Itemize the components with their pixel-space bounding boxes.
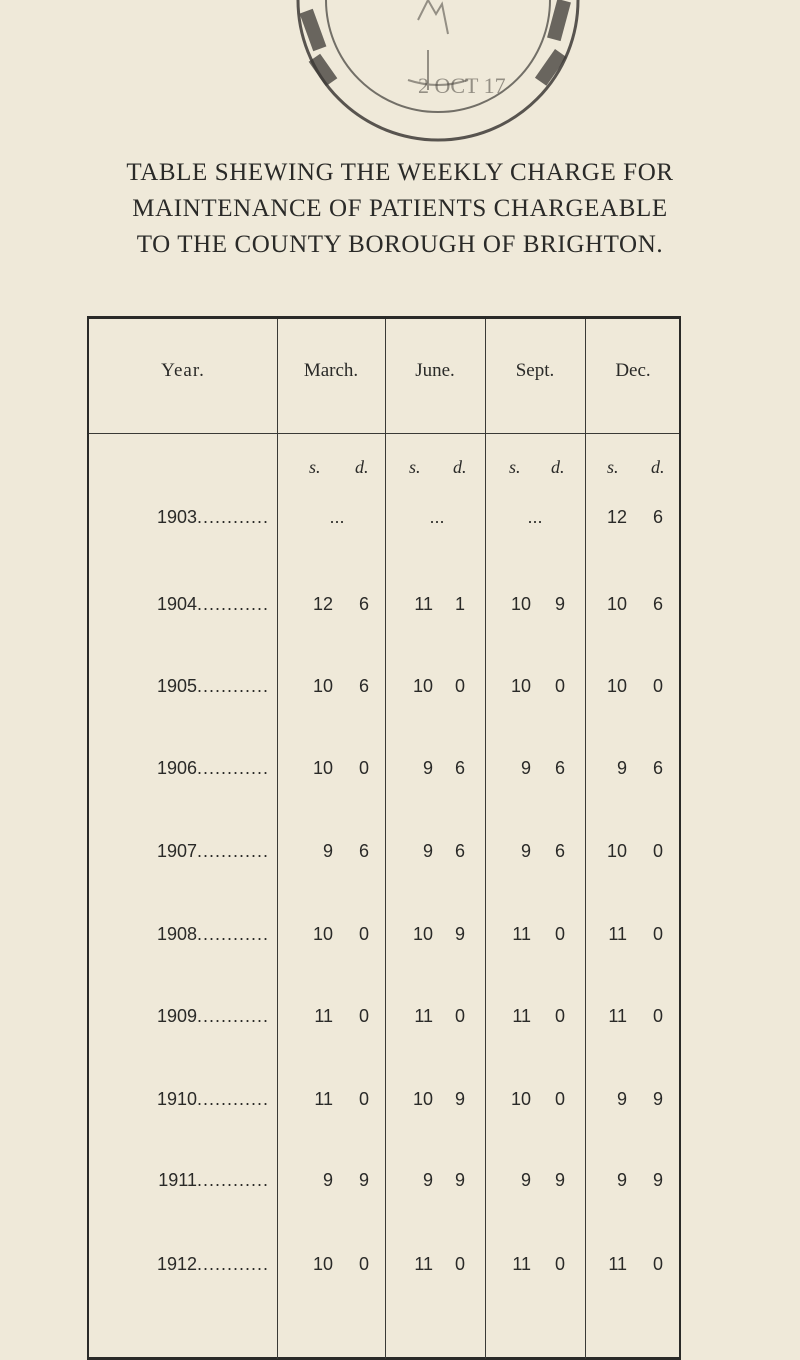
header-sept: Sept.	[515, 360, 555, 381]
pence-value: 6	[454, 841, 465, 861]
leader-dots: ............	[196, 1089, 269, 1109]
table-row	[89, 1001, 679, 1031]
shillings-value: 10	[312, 758, 333, 778]
table-row	[89, 502, 679, 532]
shillings-value: 11	[314, 1089, 333, 1109]
shillings-value: 10	[510, 1089, 531, 1109]
weekly-charge-table	[87, 316, 681, 1360]
pence-value: 0	[652, 841, 663, 861]
pence-value: 1	[454, 594, 465, 614]
pence-value: 0	[652, 1006, 663, 1026]
shillings-value: 11	[314, 1006, 333, 1026]
shillings-value: 10	[412, 1089, 433, 1109]
pence-value: 6	[358, 594, 369, 614]
table-row	[89, 1084, 679, 1114]
pence-value: 6	[358, 676, 369, 696]
unit-pence: d.	[551, 457, 565, 477]
shillings-value: 9	[616, 1170, 627, 1190]
document-title	[30, 155, 770, 263]
pence-value: 9	[454, 1089, 465, 1109]
pence-value: 0	[358, 1089, 369, 1109]
shillings-value: 11	[414, 594, 433, 614]
shillings-value: 10	[510, 594, 531, 614]
shillings-value: 10	[606, 594, 627, 614]
pence-value: 0	[554, 924, 565, 944]
year-cell	[89, 1249, 269, 1279]
pence-value: 6	[652, 594, 663, 614]
pence-value: 9	[652, 1089, 663, 1109]
pence-value: 0	[454, 1006, 465, 1026]
pence-value: 0	[358, 1006, 369, 1026]
year-value: 1903	[156, 507, 197, 527]
table-row	[89, 836, 679, 866]
leader-dots: ............	[196, 924, 269, 944]
shillings-value: 11	[512, 1254, 531, 1274]
title-line-3: TO THE COUNTY BOROUGH OF BRIGHTON.	[136, 231, 664, 258]
pence-value: 0	[358, 924, 369, 944]
unit-pence: d.	[651, 457, 665, 477]
shillings-value: 10	[606, 841, 627, 861]
unavailable-marker: ...	[527, 507, 543, 527]
shillings-value: 9	[422, 841, 433, 861]
header-rule	[89, 433, 679, 434]
shillings-value: 10	[312, 1254, 333, 1274]
header-june: June.	[415, 360, 455, 381]
year-cell	[89, 671, 269, 701]
pence-value: 6	[554, 841, 565, 861]
shillings-value: 11	[608, 924, 627, 944]
year-cell	[89, 589, 269, 619]
year-value: 1910	[156, 1089, 197, 1109]
year-value: 1906	[156, 758, 197, 778]
pence-value: 6	[652, 507, 663, 527]
pence-value: 0	[358, 758, 369, 778]
leader-dots: ............	[196, 1170, 269, 1190]
shillings-value: 9	[616, 1089, 627, 1109]
shillings-value: 11	[512, 924, 531, 944]
pence-value: 0	[652, 1254, 663, 1274]
shillings-value: 9	[520, 758, 531, 778]
year-cell	[89, 836, 269, 866]
pence-value: 0	[454, 1254, 465, 1274]
shillings-value: 11	[414, 1254, 433, 1274]
table-row	[89, 671, 679, 701]
table-row	[89, 919, 679, 949]
shillings-value: 12	[606, 507, 627, 527]
shillings-value: 11	[608, 1006, 627, 1026]
pence-value: 0	[554, 676, 565, 696]
svg-text:2 OCT 17: 2 OCT 17	[418, 73, 506, 98]
pence-value: 0	[652, 924, 663, 944]
leader-dots: ............	[196, 507, 269, 527]
pence-value: 0	[554, 1254, 565, 1274]
pence-value: 6	[454, 758, 465, 778]
pence-value: 6	[554, 758, 565, 778]
year-cell	[89, 1084, 269, 1114]
leader-dots: ............	[196, 594, 269, 614]
unit-pence: d.	[453, 457, 467, 477]
year-value: 1911	[158, 1170, 197, 1190]
year-value: 1912	[156, 1254, 197, 1274]
unit-shillings: s.	[309, 457, 321, 477]
shillings-value: 10	[312, 924, 333, 944]
unit-shillings: s.	[409, 457, 421, 477]
leader-dots: ............	[196, 676, 269, 696]
library-stamp	[268, 0, 608, 150]
pence-value: 9	[554, 594, 565, 614]
header-march: March.	[303, 360, 359, 381]
leader-dots: ............	[196, 758, 269, 778]
year-value: 1908	[156, 924, 197, 944]
shillings-value: 10	[412, 676, 433, 696]
unit-shillings: s.	[509, 457, 521, 477]
shillings-value: 9	[520, 1170, 531, 1190]
year-value: 1904	[156, 594, 197, 614]
leader-dots: ............	[196, 1006, 269, 1026]
shillings-value: 9	[422, 1170, 433, 1190]
table-row	[89, 1249, 679, 1279]
unit-shillings: s.	[607, 457, 619, 477]
pence-value: 6	[652, 758, 663, 778]
year-value: 1909	[156, 1006, 197, 1026]
shillings-value: 9	[322, 1170, 333, 1190]
shillings-value: 11	[414, 1006, 433, 1026]
shillings-value: 11	[608, 1254, 627, 1274]
year-cell	[89, 502, 269, 532]
pence-value: 0	[554, 1006, 565, 1026]
leader-dots: ............	[196, 841, 269, 861]
year-value: 1905	[156, 676, 197, 696]
shillings-value: 9	[520, 841, 531, 861]
table-row	[89, 1165, 679, 1195]
pence-value: 9	[652, 1170, 663, 1190]
pence-value: 9	[454, 1170, 465, 1190]
table-row	[89, 589, 679, 619]
leader-dots: ............	[196, 1254, 269, 1274]
shillings-value: 11	[512, 1006, 531, 1026]
year-cell	[89, 919, 269, 949]
shillings-value: 10	[606, 676, 627, 696]
shillings-value: 9	[616, 758, 627, 778]
pence-value: 6	[358, 841, 369, 861]
shillings-value: 10	[312, 676, 333, 696]
unit-pence: d.	[355, 457, 369, 477]
shillings-value: 9	[322, 841, 333, 861]
pence-value: 0	[454, 676, 465, 696]
title-line-2: MAINTENANCE OF PATIENTS CHARGEABLE	[132, 195, 668, 222]
year-value: 1907	[156, 841, 197, 861]
unavailable-marker: ...	[329, 507, 345, 527]
table-row	[89, 753, 679, 783]
shillings-value: 9	[422, 758, 433, 778]
shillings-value: 10	[412, 924, 433, 944]
pence-value: 0	[358, 1254, 369, 1274]
shillings-value: 10	[510, 676, 531, 696]
title-line-1: TABLE SHEWING THE WEEKLY CHARGE FOR	[126, 159, 674, 186]
year-cell	[89, 1165, 269, 1195]
pence-value: 9	[454, 924, 465, 944]
header-year: Year.	[161, 360, 205, 381]
year-cell	[89, 753, 269, 783]
unavailable-marker: ...	[429, 507, 445, 527]
pence-value: 0	[554, 1089, 565, 1109]
pence-value: 9	[554, 1170, 565, 1190]
pence-value: 9	[358, 1170, 369, 1190]
shillings-value: 12	[312, 594, 333, 614]
pence-value: 0	[652, 676, 663, 696]
year-cell	[89, 1001, 269, 1031]
header-dec: Dec.	[615, 360, 651, 381]
